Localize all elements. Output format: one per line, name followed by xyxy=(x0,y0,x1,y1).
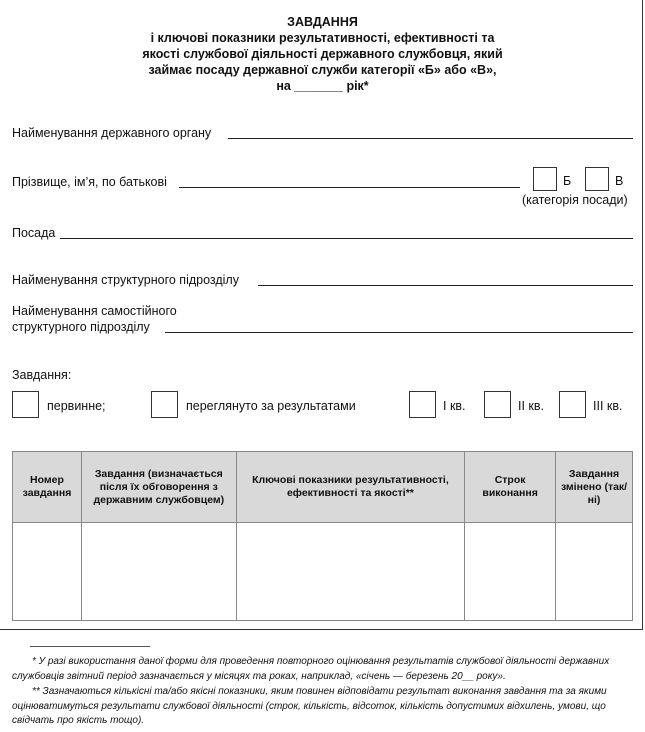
title-line-2: і ключові показники результативності, ефективності та xyxy=(150,31,495,45)
col-header-task: Завдання (визначається після їх обговорення з державним службовцем) xyxy=(81,452,236,523)
category-b-checkbox[interactable] xyxy=(533,167,557,191)
col-header-changed: Завдання змінено (так/ні) xyxy=(556,452,633,523)
full-name-input-line[interactable] xyxy=(179,187,520,188)
footnote-1: * У разі використання даної форми для проведення повторного оцінювання результатів службової діяльності державних службовців звітний період зазначається у місяцях та роках, наприклад, «січень — березень 20__ року». xyxy=(12,656,610,682)
footnote-divider xyxy=(30,646,150,647)
category-v-label: В xyxy=(615,174,624,188)
category-b-label: Б xyxy=(563,174,572,188)
title-line-4: займає посаду державної служби категорії «Б» або «В», xyxy=(148,63,497,77)
reviewed-label: переглянуто за результатами xyxy=(186,399,356,413)
q3-label: ІІІ кв. xyxy=(593,399,623,413)
q2-checkbox[interactable] xyxy=(484,391,511,418)
footnote-2: ** Зазначаються кількісні та/або якісні показники, яким повинен відповідати результат виконання завдання та за якими оцінюватимуться результати службової діяльності (строк, кількість, відсоток, кількість допустимих відхилень, умови, що свідчать про якість тощо). xyxy=(12,686,607,726)
col-header-number: Номер завдання xyxy=(13,452,82,523)
table-row xyxy=(13,523,633,621)
title-line-3: якості службової діяльності державного службовця, який xyxy=(142,47,503,61)
organ-input-line[interactable] xyxy=(228,138,633,139)
position-label: Посада xyxy=(12,226,56,240)
table-header-row xyxy=(13,452,633,523)
col-header-deadline: Строк виконання xyxy=(465,452,556,523)
unit-label: Найменування структурного підрозділу xyxy=(12,273,239,287)
q2-label: ІІ кв. xyxy=(518,399,545,413)
standalone-unit-label-1: Найменування самостійного xyxy=(12,304,177,318)
title-line-1: ЗАВДАННЯ xyxy=(287,15,358,29)
cell-kpi[interactable] xyxy=(236,523,465,621)
cell-number[interactable] xyxy=(13,523,82,621)
cell-changed[interactable] xyxy=(556,523,633,621)
full-name-label: Прізвище, ім’я, по батькові xyxy=(12,175,167,189)
cell-deadline[interactable] xyxy=(465,523,556,621)
q1-checkbox[interactable] xyxy=(409,391,436,418)
standalone-unit-label-2: структурного підрозділу xyxy=(12,320,150,334)
page-title xyxy=(0,14,645,94)
position-input-line[interactable] xyxy=(60,238,633,239)
reviewed-checkbox[interactable] xyxy=(151,391,178,418)
cell-task[interactable] xyxy=(81,523,236,621)
tasks-table xyxy=(12,451,633,621)
tasks-heading: Завдання: xyxy=(12,368,72,382)
standalone-unit-input-line[interactable] xyxy=(165,332,633,333)
category-caption: (категорія посади) xyxy=(522,193,628,207)
unit-input-line[interactable] xyxy=(258,285,633,286)
category-v-checkbox[interactable] xyxy=(585,167,609,191)
col-header-kpi: Ключові показники результативності, ефективності та якості** xyxy=(236,452,465,523)
q1-label: І кв. xyxy=(443,399,466,413)
title-line-5: на _______ рік* xyxy=(276,79,369,93)
q3-checkbox[interactable] xyxy=(559,391,586,418)
organ-label: Найменування державного органу xyxy=(12,126,212,140)
primary-checkbox[interactable] xyxy=(12,391,39,418)
primary-label: первинне; xyxy=(47,399,106,413)
